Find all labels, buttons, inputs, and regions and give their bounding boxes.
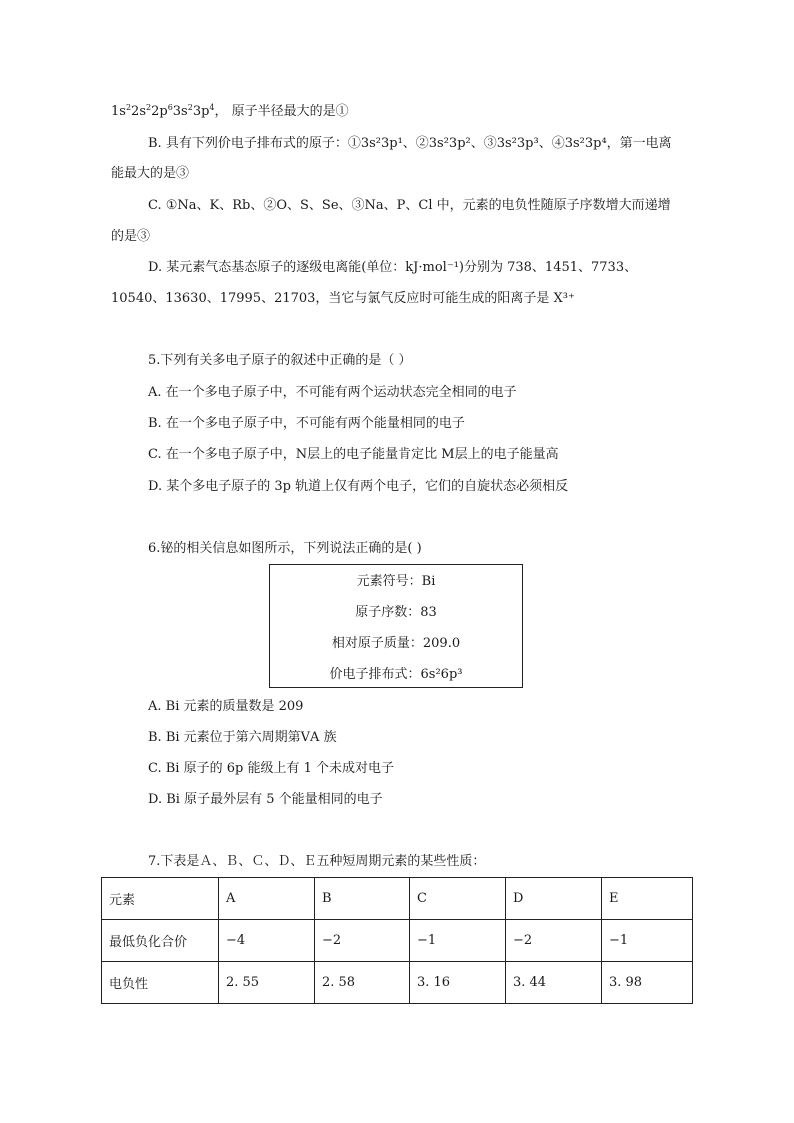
table-cell: −1 (602, 920, 693, 962)
info-atomic-number: 原子序数：83 (355, 605, 437, 620)
q7-stem: 7.下表是Ａ、Ｂ、Ｃ、Ｄ、Ｅ五种短周期元素的某些性质： (148, 854, 486, 869)
table-cell: 2. 55 (219, 962, 315, 1004)
q6-option-d: D. Bi 原子最外层有 5 个能量相同的电子 (148, 792, 383, 807)
q5-stem: 5.下列有关多电子原子的叙述中正确的是（ ） (148, 353, 412, 368)
table-row (102, 878, 693, 920)
q6-option-b: B. Bi 元素位于第六周期第ⅤA 族 (148, 730, 337, 745)
element-properties-table (101, 877, 693, 1004)
prev-question-config-line: $1s^22s^22p^63s^23p^4$， 原子半径最大的是① (111, 103, 349, 119)
prev-option-d-line1: D. 某元素气态基态原子的逐级电离能(单位：kJ·mol⁻¹)分别为 738、1451、7733、 (148, 260, 638, 275)
q5-option-d: D. 某个多电子原子的 3p 轨道上仅有两个电子，它们的自旋状态必须相反 (148, 479, 569, 494)
table-cell: 最低负化合价 (102, 920, 219, 962)
table-cell: D (506, 878, 602, 920)
info-atomic-mass: 相对原子质量：209.0 (331, 636, 461, 651)
table-cell: 3. 44 (506, 962, 602, 1004)
prev-option-b-line2: 能最大的是③ (111, 166, 190, 181)
table-cell: 3. 16 (410, 962, 506, 1004)
table-cell: −2 (315, 920, 410, 962)
bismuth-info-box (269, 564, 523, 688)
table-cell: A (219, 878, 315, 920)
table-cell: 3. 98 (602, 962, 693, 1004)
prev-option-b-line1: B. 具有下列价电子排布式的原子：①3s²3p¹、②3s²3p²、③3s²3p³、④3s²3p⁴，第一电离 (148, 136, 672, 151)
q6-option-c: C. Bi 原子的 6p 能级上有 1 个未成对电子 (148, 761, 394, 776)
info-symbol: 元素符号：Bi (356, 574, 436, 589)
q6-option-a: A. Bi 元素的质量数是 209 (148, 699, 304, 714)
q5-option-a: A. 在一个多电子原子中，不可能有两个运动状态完全相同的电子 (148, 385, 517, 400)
prev-option-d-line2: 10540、13630、17995、21703，当它与氯气反应时可能生成的阳离子是 X³⁺ (111, 291, 575, 306)
table-cell: −2 (506, 920, 602, 962)
q6-stem: 6.铋的相关信息如图所示，下列说法正确的是( ) (148, 541, 422, 556)
info-valence-config: 价电子排布式：6s²6p³ (329, 667, 463, 682)
table-cell: B (315, 878, 410, 920)
prev-option-c-line2: 的是③ (111, 229, 151, 244)
q5-option-b: B. 在一个多电子原子中，不可能有两个能量相同的电子 (148, 416, 465, 431)
table-row (102, 962, 693, 1004)
q5-option-c: C. 在一个多电子原子中，N层上的电子能量肯定比 M层上的电子能量高 (148, 447, 559, 462)
table-cell: C (410, 878, 506, 920)
table-row (102, 920, 693, 962)
prev-option-c-line1: C. ①Na、K、Rb、②O、S、Se、③Na、P、Cl 中，元素的电负性随原子序数增大而递增 (148, 198, 671, 213)
table-cell: E (602, 878, 693, 920)
table-cell: −4 (219, 920, 315, 962)
table-cell: 元素 (102, 878, 219, 920)
electron-config: $1s^22s^22p^63s^23p^4$ (111, 103, 215, 119)
table-cell: 电负性 (102, 962, 219, 1004)
table-cell: −1 (410, 920, 506, 962)
table-cell: 2. 58 (315, 962, 410, 1004)
